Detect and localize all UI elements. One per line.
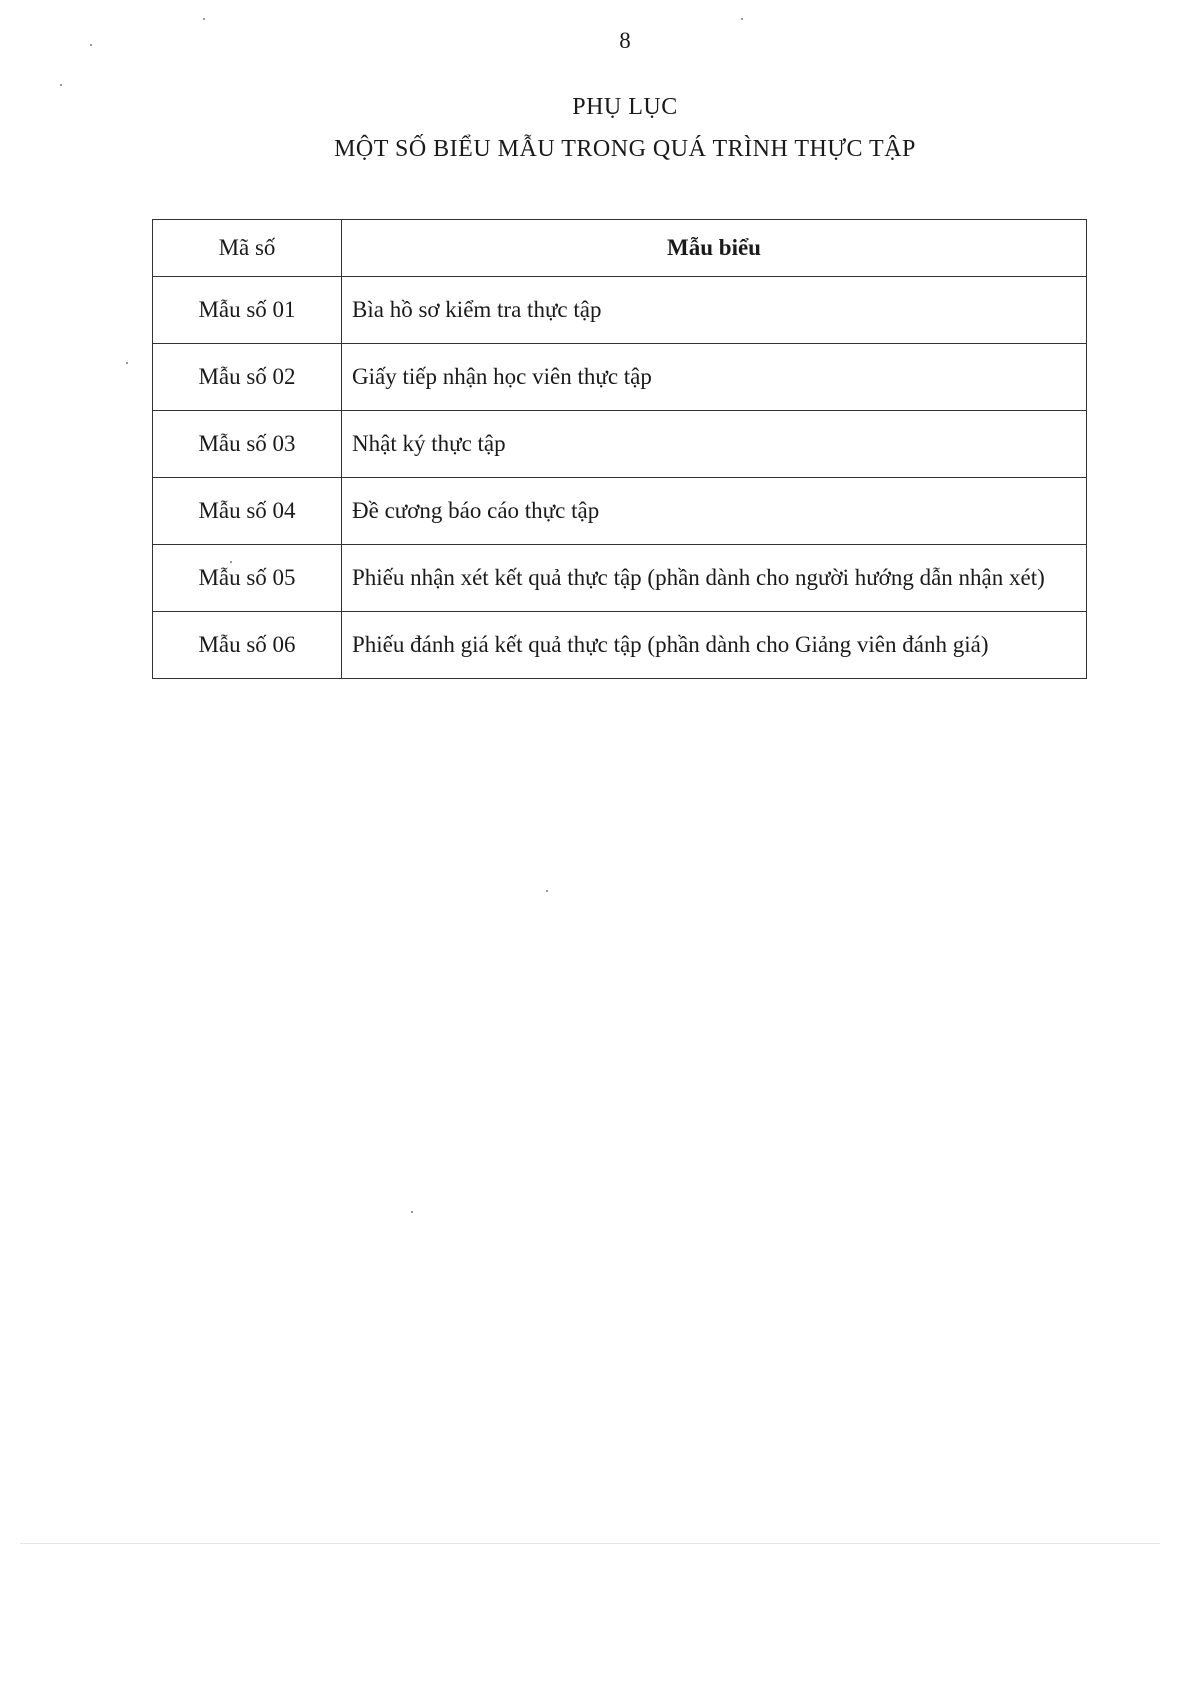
scan-footer-line xyxy=(20,1543,1160,1544)
form-name: Đề cương báo cáo thực tập xyxy=(342,478,1087,545)
form-name: Phiếu nhận xét kết quả thực tập (phần dành cho người hướng dẫn nhận xét) xyxy=(342,545,1087,612)
form-code: Mẫu số 01 xyxy=(153,277,342,344)
form-name: Bìa hồ sơ kiểm tra thực tập xyxy=(342,277,1087,344)
form-code: Mẫu số 05 xyxy=(153,545,342,612)
form-code: Mẫu số 03 xyxy=(153,411,342,478)
form-code: Mẫu số 02 xyxy=(153,344,342,411)
scan-speck xyxy=(230,561,232,563)
table-row xyxy=(153,545,1087,612)
table-row xyxy=(153,612,1087,679)
scan-speck xyxy=(741,18,743,20)
form-code: Mẫu số 06 xyxy=(153,612,342,679)
page-number: 8 xyxy=(619,28,631,53)
appendix-title: PHỤ LỤC xyxy=(572,94,678,120)
form-name: Nhật ký thực tập xyxy=(342,411,1087,478)
header-form: Mẫu biểu xyxy=(342,220,1087,277)
scan-speck xyxy=(203,18,205,20)
form-name: Giấy tiếp nhận học viên thực tập xyxy=(342,344,1087,411)
table-header-row xyxy=(153,220,1087,277)
forms-table xyxy=(152,219,1087,679)
header-code: Mã số xyxy=(153,220,342,277)
scan-speck xyxy=(90,44,92,46)
table-row xyxy=(153,344,1087,411)
table-row xyxy=(153,411,1087,478)
table-row xyxy=(153,277,1087,344)
appendix-subtitle: MỘT SỐ BIỂU MẪU TRONG QUÁ TRÌNH THỰC TẬP xyxy=(334,136,916,162)
scan-speck xyxy=(60,84,62,86)
form-name: Phiếu đánh giá kết quả thực tập (phần dành cho Giảng viên đánh giá) xyxy=(342,612,1087,679)
table-row xyxy=(153,478,1087,545)
form-code: Mẫu số 04 xyxy=(153,478,342,545)
scan-speck xyxy=(411,1211,413,1213)
scan-speck xyxy=(546,890,548,892)
scan-speck xyxy=(126,362,128,364)
